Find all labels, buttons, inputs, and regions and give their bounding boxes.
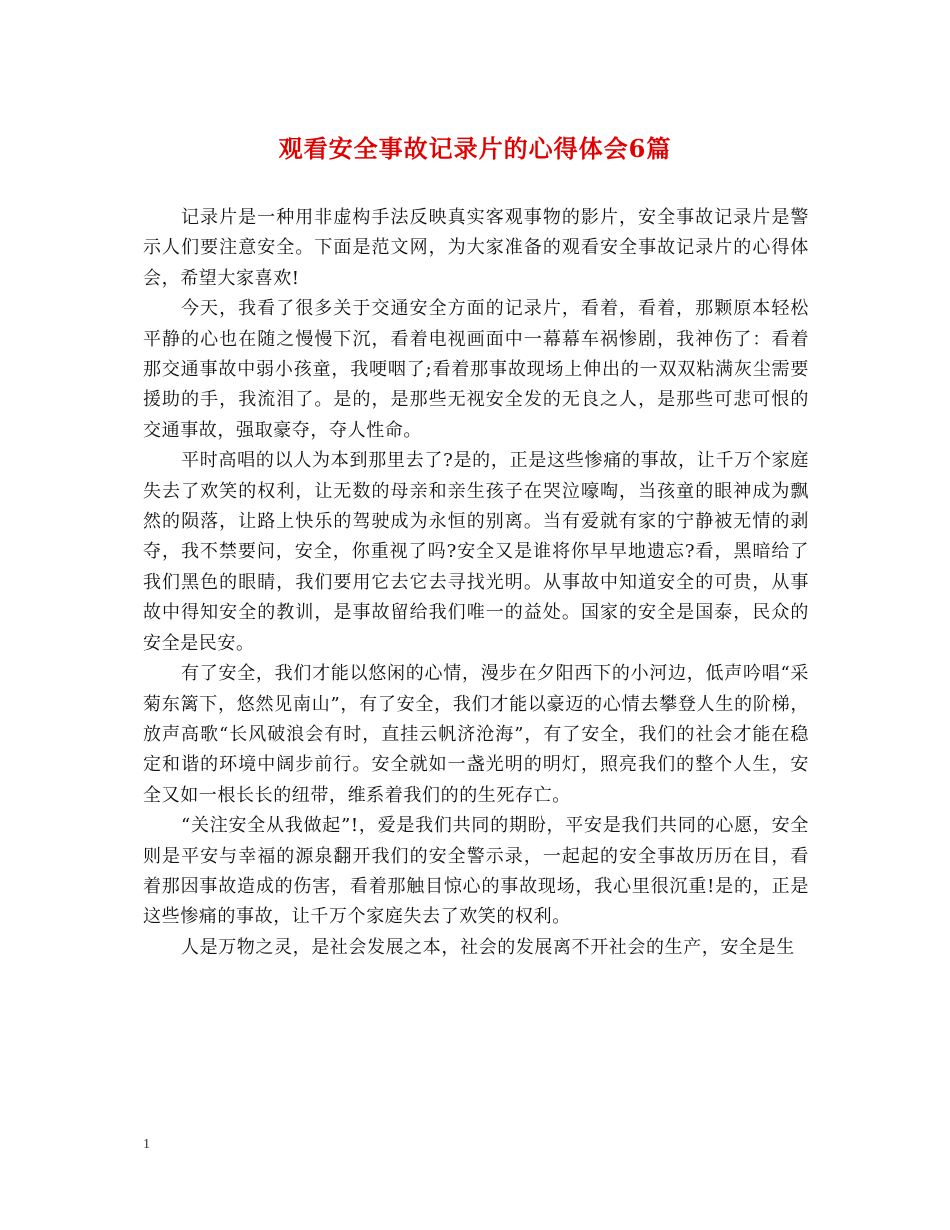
paragraph-6: 人是万物之灵，是社会发展之本，社会的发展离不开社会的生产，安全是生	[181, 936, 795, 958]
document-body	[143, 203, 809, 963]
page-number: 1	[143, 1137, 150, 1152]
document-title: 观看安全事故记录片的心得体会6篇	[278, 134, 672, 163]
paragraph-1: 记录片是一种用非虚构手法反映真实客观事物的影片，安全事故记录片是警示人们要注意安全。下面是范文网，为大家准备的观看安全事故记录片的心得体会，希望大家喜欢!	[143, 207, 809, 289]
paragraph-5: “关注安全从我做起”!，爱是我们共同的期盼，平安是我们共同的心愿，安全则是平安与幸福的源泉翻开我们的安全警示录，一起起的安全事故历历在目，看着那因事故造成的伤害，看着那触目惊心的事故现场，我心里很沉重!是的，正是这些惨痛的事故，让千万个家庭失去了欢笑的权利。	[143, 815, 809, 928]
paragraph-2: 今天，我看了很多关于交通安全方面的记录片，看着，看着，那颗原本轻松平静的心也在随之慢慢下沉，看着电视画面中一幕幕车祸惨剧，我神伤了：看着那交通事故中弱小孩童，我哽咽了;看着那事故现场上伸出的一双双粘满灰尘需要援助的手，我流泪了。是的，是那些无视安全发的无良之人，是那些可悲可恨的交通事故，强取豪夺，夺人性命。	[143, 298, 809, 441]
paragraph-4: 有了安全，我们才能以悠闲的心情，漫步在夕阳西下的小河边，低声吟唱“采菊东篱下，悠然见南山”，有了安全，我们才能以豪迈的心情去攀登人生的阶梯，放声高歌“长风破浪会有时，直挂云帆济沧海”，有了安全，我们的社会才能在稳定和谐的环境中阔步前行。安全就如一盏光明的明灯，照亮我们的整个人生，安全又如一根长长的纽带，维系着我们的的生死存亡。	[143, 663, 809, 806]
paragraph-3: 平时高唱的以人为本到那里去了?是的，正是这些惨痛的事故，让千万个家庭失去了欢笑的权利，让无数的母亲和亲生孩子在哭泣嚎啕，当孩童的眼神成为飘然的陨落，让路上快乐的驾驶成为永恒的别离。当有爱就有家的宁静被无情的剥夺，我不禁要问，安全，你重视了吗?安全又是谁将你早早地遗忘?看，黑暗给了我们黑色的眼睛，我们要用它去它去寻找光明。从事故中知道安全的可贵，从事故中得知安全的教训，是事故留给我们唯一的益处。国家的安全是国泰，民众的安全是民安。	[143, 450, 809, 654]
